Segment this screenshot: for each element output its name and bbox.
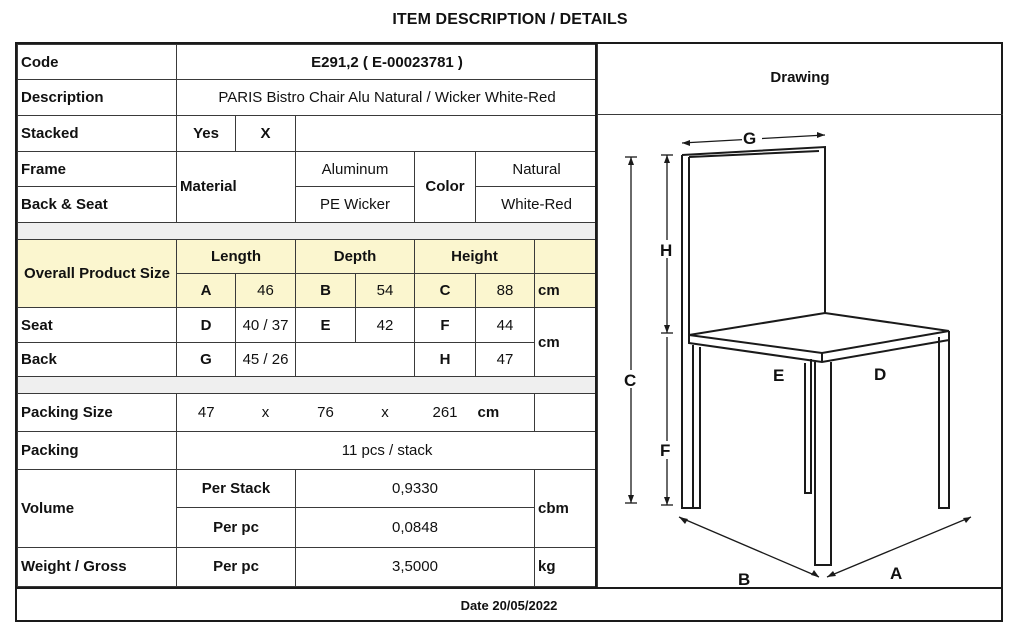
back-h-key: H xyxy=(415,342,476,376)
overall-b-key: B xyxy=(296,274,356,308)
dim-line-b xyxy=(679,517,819,577)
drawing-label-b: B xyxy=(738,570,751,587)
frame-label: Frame xyxy=(18,151,177,186)
volume-per-pc-value: 0,0848 xyxy=(296,508,535,547)
overall-c-key: C xyxy=(415,274,476,308)
back-g-key: G xyxy=(177,342,236,376)
weight-value: 3,5000 xyxy=(296,547,535,586)
row-back-seat xyxy=(18,187,598,222)
back-label: Back xyxy=(18,342,177,376)
packing-size-empty xyxy=(535,394,598,432)
back-inner-leg xyxy=(805,359,811,493)
overall-a-value: 46 xyxy=(236,274,296,308)
stacked-empty xyxy=(296,115,598,151)
description-label: Description xyxy=(18,80,177,115)
volume-per-stack-value: 0,9330 xyxy=(296,469,535,507)
row-frame xyxy=(18,151,598,186)
height-header: Height xyxy=(415,239,535,273)
code-label: Code xyxy=(18,45,177,80)
spec-sheet xyxy=(15,42,1003,622)
seat-label: Seat xyxy=(18,308,177,342)
back-g-value: 45 / 26 xyxy=(236,342,296,376)
volume-unit: cbm xyxy=(535,469,598,547)
overall-c-value: 88 xyxy=(476,274,535,308)
backrest-outline xyxy=(682,147,825,339)
seat-back-unit: cm xyxy=(535,308,598,377)
row-gap-2 xyxy=(18,376,598,393)
page-title: ITEM DESCRIPTION / DETAILS xyxy=(392,11,628,28)
row-code xyxy=(18,45,598,80)
row-description xyxy=(18,80,598,115)
seat-d-key: D xyxy=(177,308,236,342)
stacked-label: Stacked xyxy=(18,115,177,151)
back-seat-material: PE Wicker xyxy=(296,187,415,222)
row-seat xyxy=(18,308,598,342)
seat-f-key: F xyxy=(415,308,476,342)
weight-unit: kg xyxy=(535,547,598,586)
back-left-leg xyxy=(682,339,693,508)
drawing-label-c: C xyxy=(624,371,637,390)
drawing-title: Drawing xyxy=(770,69,830,86)
material-label: Material xyxy=(177,151,296,222)
packing-size-x1: x xyxy=(236,394,296,432)
drawing-label-a: A xyxy=(890,564,903,583)
back-right-leg xyxy=(939,331,949,508)
description-value: PARIS Bistro Chair Alu Natural / Wicker White-Red xyxy=(177,80,598,115)
frame-material: Aluminum xyxy=(296,151,415,186)
front-right-leg xyxy=(815,362,831,565)
packing-size-label: Packing Size xyxy=(18,394,177,432)
packing-value: 11 pcs / stack xyxy=(177,432,598,469)
depth-header: Depth xyxy=(296,239,415,273)
overall-b-value: 54 xyxy=(356,274,415,308)
drawing-label-d: D xyxy=(874,365,887,384)
back-seat-color: White-Red xyxy=(476,187,598,222)
front-left-leg-inner xyxy=(693,347,700,508)
back-h-value: 47 xyxy=(476,342,535,376)
packing-label: Packing xyxy=(18,432,177,469)
volume-per-pc-label: Per pc xyxy=(177,508,296,547)
color-label: Color xyxy=(415,151,476,222)
row-volume-stack xyxy=(18,469,598,507)
back-empty xyxy=(296,342,415,376)
seat-f-value: 44 xyxy=(476,308,535,342)
stacked-value: Yes xyxy=(177,115,236,151)
overall-unit: cm xyxy=(535,274,598,308)
spec-table xyxy=(17,44,598,587)
row-gap xyxy=(18,222,598,239)
drawing-label-g: G xyxy=(743,129,757,148)
seat-d-value: 40 / 37 xyxy=(236,308,296,342)
drawing-label-e: E xyxy=(773,366,785,385)
packing-size-length: 47 xyxy=(177,394,236,432)
code-value: E291,2 ( E-00023781 ) xyxy=(177,45,598,80)
drawing-label-f: F xyxy=(660,441,671,460)
packing-size-x2: x xyxy=(356,394,415,432)
drawing-label-h: H xyxy=(660,241,673,260)
seat-e-key: E xyxy=(296,308,356,342)
weight-per-pc-label: Per pc xyxy=(177,547,296,586)
row-dimension-headers xyxy=(18,239,598,273)
chair-drawing-svg xyxy=(597,115,1003,587)
row-packing-size xyxy=(18,394,598,432)
packing-size-width: 76 xyxy=(296,394,356,432)
row-weight xyxy=(18,547,598,586)
packing-size-height: 261 xyxy=(415,394,476,432)
volume-label: Volume xyxy=(18,469,177,547)
overall-a-key: A xyxy=(177,274,236,308)
frame-color: Natural xyxy=(476,151,598,186)
chair-drawing xyxy=(597,115,1003,587)
seat-e-value: 42 xyxy=(356,308,415,342)
footer-separator xyxy=(17,587,1001,589)
length-header: Length xyxy=(177,239,296,273)
row-stacked xyxy=(18,115,598,151)
row-packing xyxy=(18,432,598,469)
volume-per-stack-label: Per Stack xyxy=(177,469,296,507)
row-back xyxy=(18,342,598,376)
back-seat-label: Back & Seat xyxy=(18,187,177,222)
packing-size-unit: cm xyxy=(476,394,535,432)
header-empty xyxy=(535,239,598,273)
seat-front-rail xyxy=(689,331,949,362)
footer-date: Date 20/05/2022 xyxy=(460,598,558,613)
weight-label: Weight / Gross xyxy=(18,547,177,586)
stacked-mark: X xyxy=(236,115,296,151)
overall-size-label: Overall Product Size xyxy=(18,239,177,308)
